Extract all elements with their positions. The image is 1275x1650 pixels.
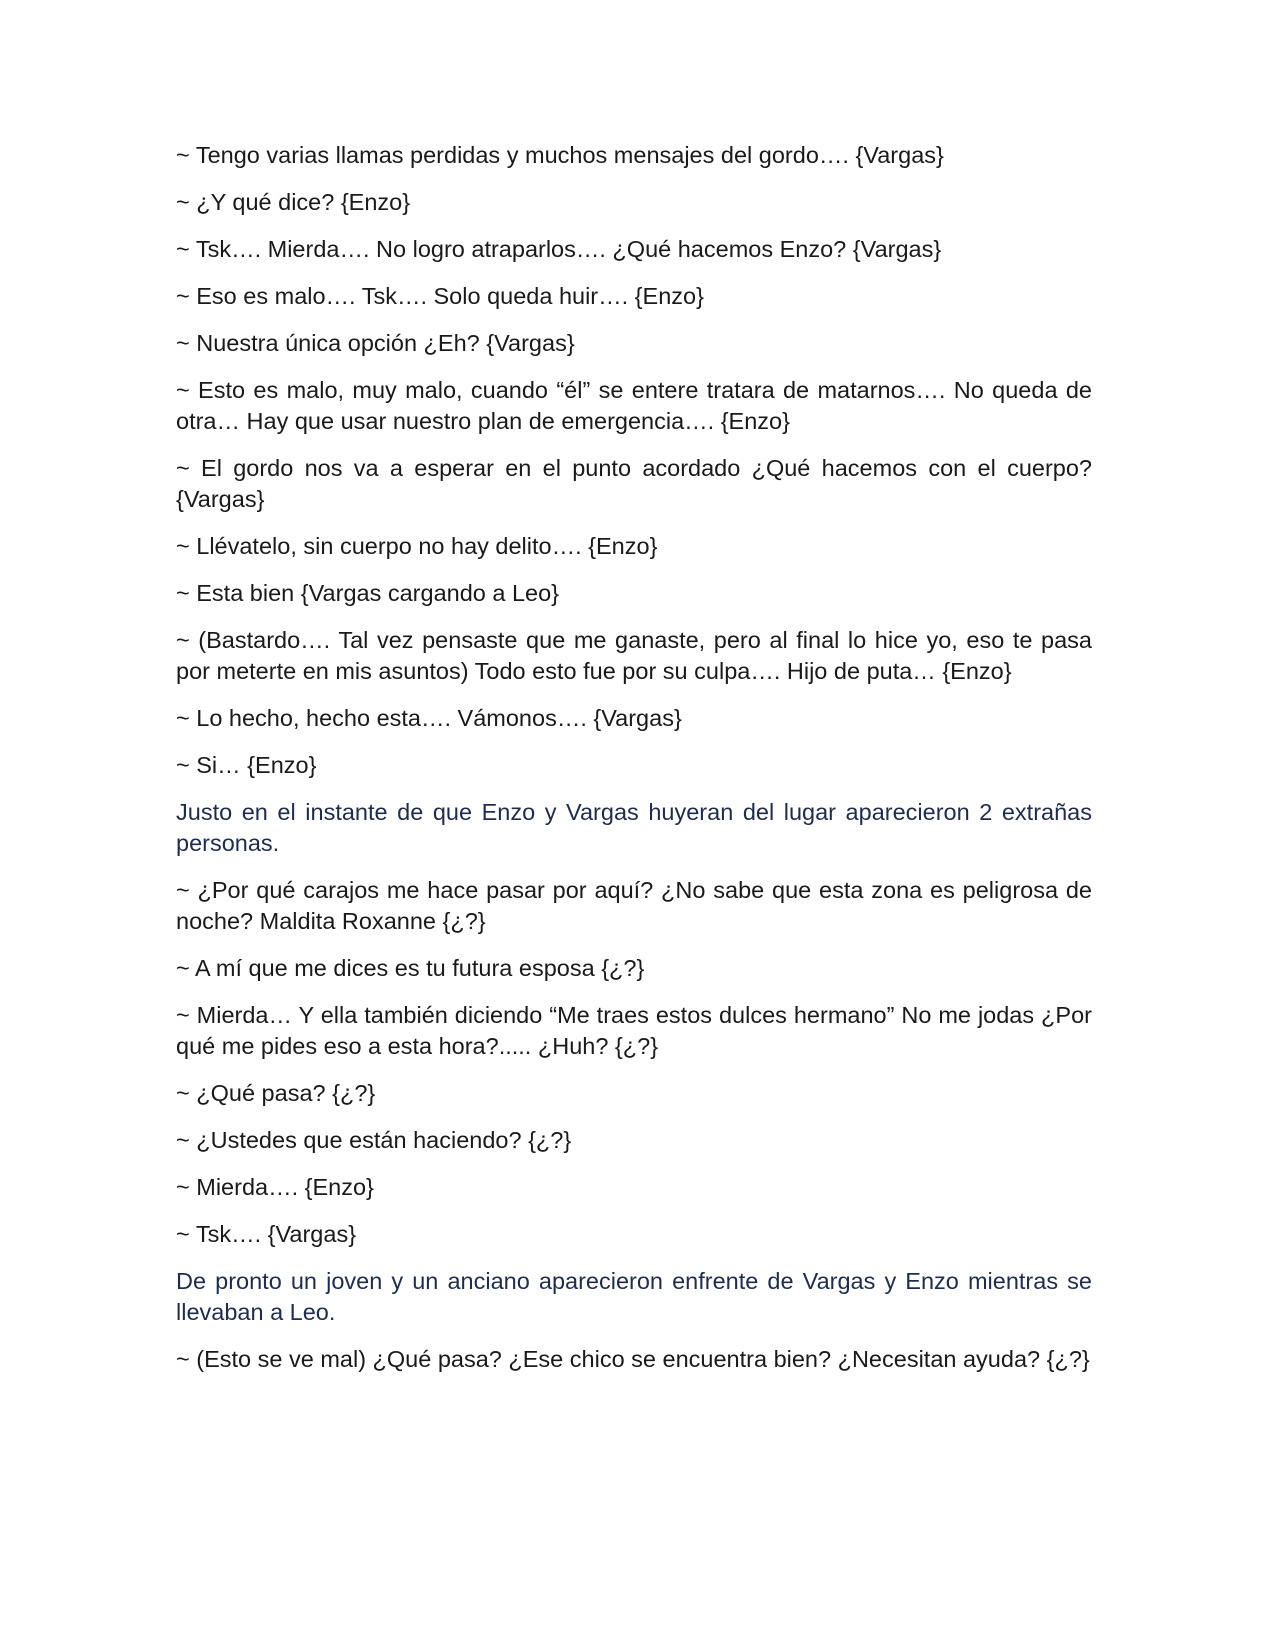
dialogue-line: ~ Esta bien {Vargas cargando a Leo} — [176, 580, 560, 606]
dialogue-line: ~ Esto es malo, muy malo, cuando “él” se entere tratara de matarnos…. No queda de otra… Hay que usar nuestro plan de emergencia…. {Enzo} — [176, 377, 1092, 434]
dialogue-line: ~ ¿Y qué dice? {Enzo} — [176, 189, 411, 215]
dialogue-line: ~ Tengo varias llamas perdidas y muchos mensajes del gordo…. {Vargas} — [176, 142, 944, 168]
narration-paragraph: De pronto un joven y un anciano aparecieron enfrente de Vargas y Enzo mientras se llevaban a Leo. — [176, 1268, 1092, 1325]
dialogue-line: ~ Tsk…. Mierda…. No logro atraparlos…. ¿Qué hacemos Enzo? {Vargas} — [176, 236, 942, 262]
narration-paragraph: Justo en el instante de que Enzo y Vargas huyeran del lugar aparecieron 2 extrañas personas. — [176, 799, 1092, 856]
dialogue-line: ~ Mierda…. {Enzo} — [176, 1174, 374, 1200]
dialogue-line: ~ ¿Ustedes que están haciendo? {¿?} — [176, 1127, 572, 1153]
dialogue-line: ~ (Bastardo…. Tal vez pensaste que me ganaste, pero al final lo hice yo, eso te pasa por meterte en mis asuntos) Todo esto fue por su culpa…. Hijo de puta… {Enzo} — [176, 627, 1092, 684]
dialogue-line: ~ ¿Qué pasa? {¿?} — [176, 1080, 376, 1106]
dialogue-line: ~ Mierda… Y ella también diciendo “Me traes estos dulces hermano” No me jodas ¿Por qué me pides eso a esta hora?..... ¿Huh? {¿?} — [176, 1002, 1092, 1059]
dialogue-line: ~ ¿Por qué carajos me hace pasar por aquí? ¿No sabe que esta zona es peligrosa de noche? Maldita Roxanne {¿?} — [176, 877, 1092, 934]
dialogue-line: ~ Si… {Enzo} — [176, 752, 317, 778]
dialogue-line: ~ Lo hecho, hecho esta…. Vámonos…. {Vargas} — [176, 705, 682, 731]
dialogue-line: ~ El gordo nos va a esperar en el punto acordado ¿Qué hacemos con el cuerpo? {Vargas} — [176, 455, 1092, 512]
dialogue-line: ~ A mí que me dices es tu futura esposa {¿?} — [176, 955, 645, 981]
dialogue-line: ~ Eso es malo…. Tsk…. Solo queda huir…. {Enzo} — [176, 283, 704, 309]
dialogue-line: ~ Llévatelo, sin cuerpo no hay delito…. {Enzo} — [176, 533, 658, 559]
dialogue-line: ~ (Esto se ve mal) ¿Qué pasa? ¿Ese chico se encuentra bien? ¿Necesitan ayuda? {¿?} — [176, 1346, 1090, 1372]
dialogue-line: ~ Nuestra única opción ¿Eh? {Vargas} — [176, 330, 575, 356]
document-body — [176, 140, 1092, 1391]
dialogue-line: ~ Tsk…. {Vargas} — [176, 1221, 357, 1247]
